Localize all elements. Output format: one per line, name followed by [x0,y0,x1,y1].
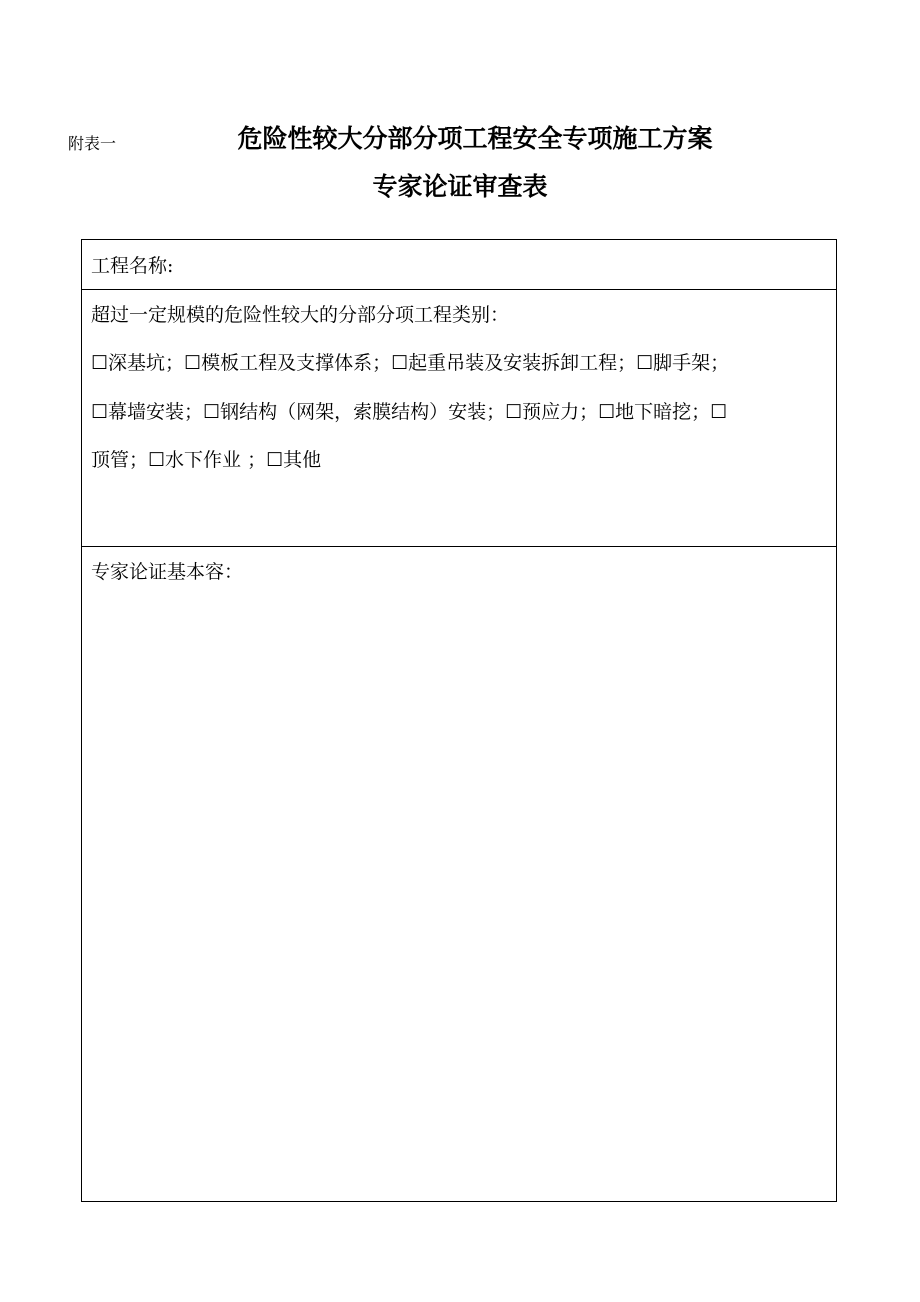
category-options-line-2: ☐幕墙安装；☐钢结构（网架，索膜结构）安装；☐预应力；☐地下暗挖；☐ [91,401,728,423]
project-category-row [82,290,836,547]
category-options-line-3: 顶管；☐水下作业 ；☐其他 [91,449,322,471]
attachment-label: 附表一 [68,134,117,153]
document-title-line-1: 危险性较大分部分项工程安全专项施工方案 [237,124,713,153]
project-name-row [82,240,836,290]
project-name-label: 工程名称: [91,255,174,277]
expert-content-label: 专家论证基本容： [91,561,244,583]
category-options-line-1: ☐深基坑；☐模板工程及支撑体系；☐起重吊装及安装拆卸工程；☐脚手架； [91,352,730,374]
expert-content-row [82,547,836,1202]
review-form-table [81,239,837,1202]
document-title-line-2: 专家论证审查表 [372,172,548,201]
project-category-label: 超过一定规模的危险性较大的分部分项工程类别： [91,304,510,326]
